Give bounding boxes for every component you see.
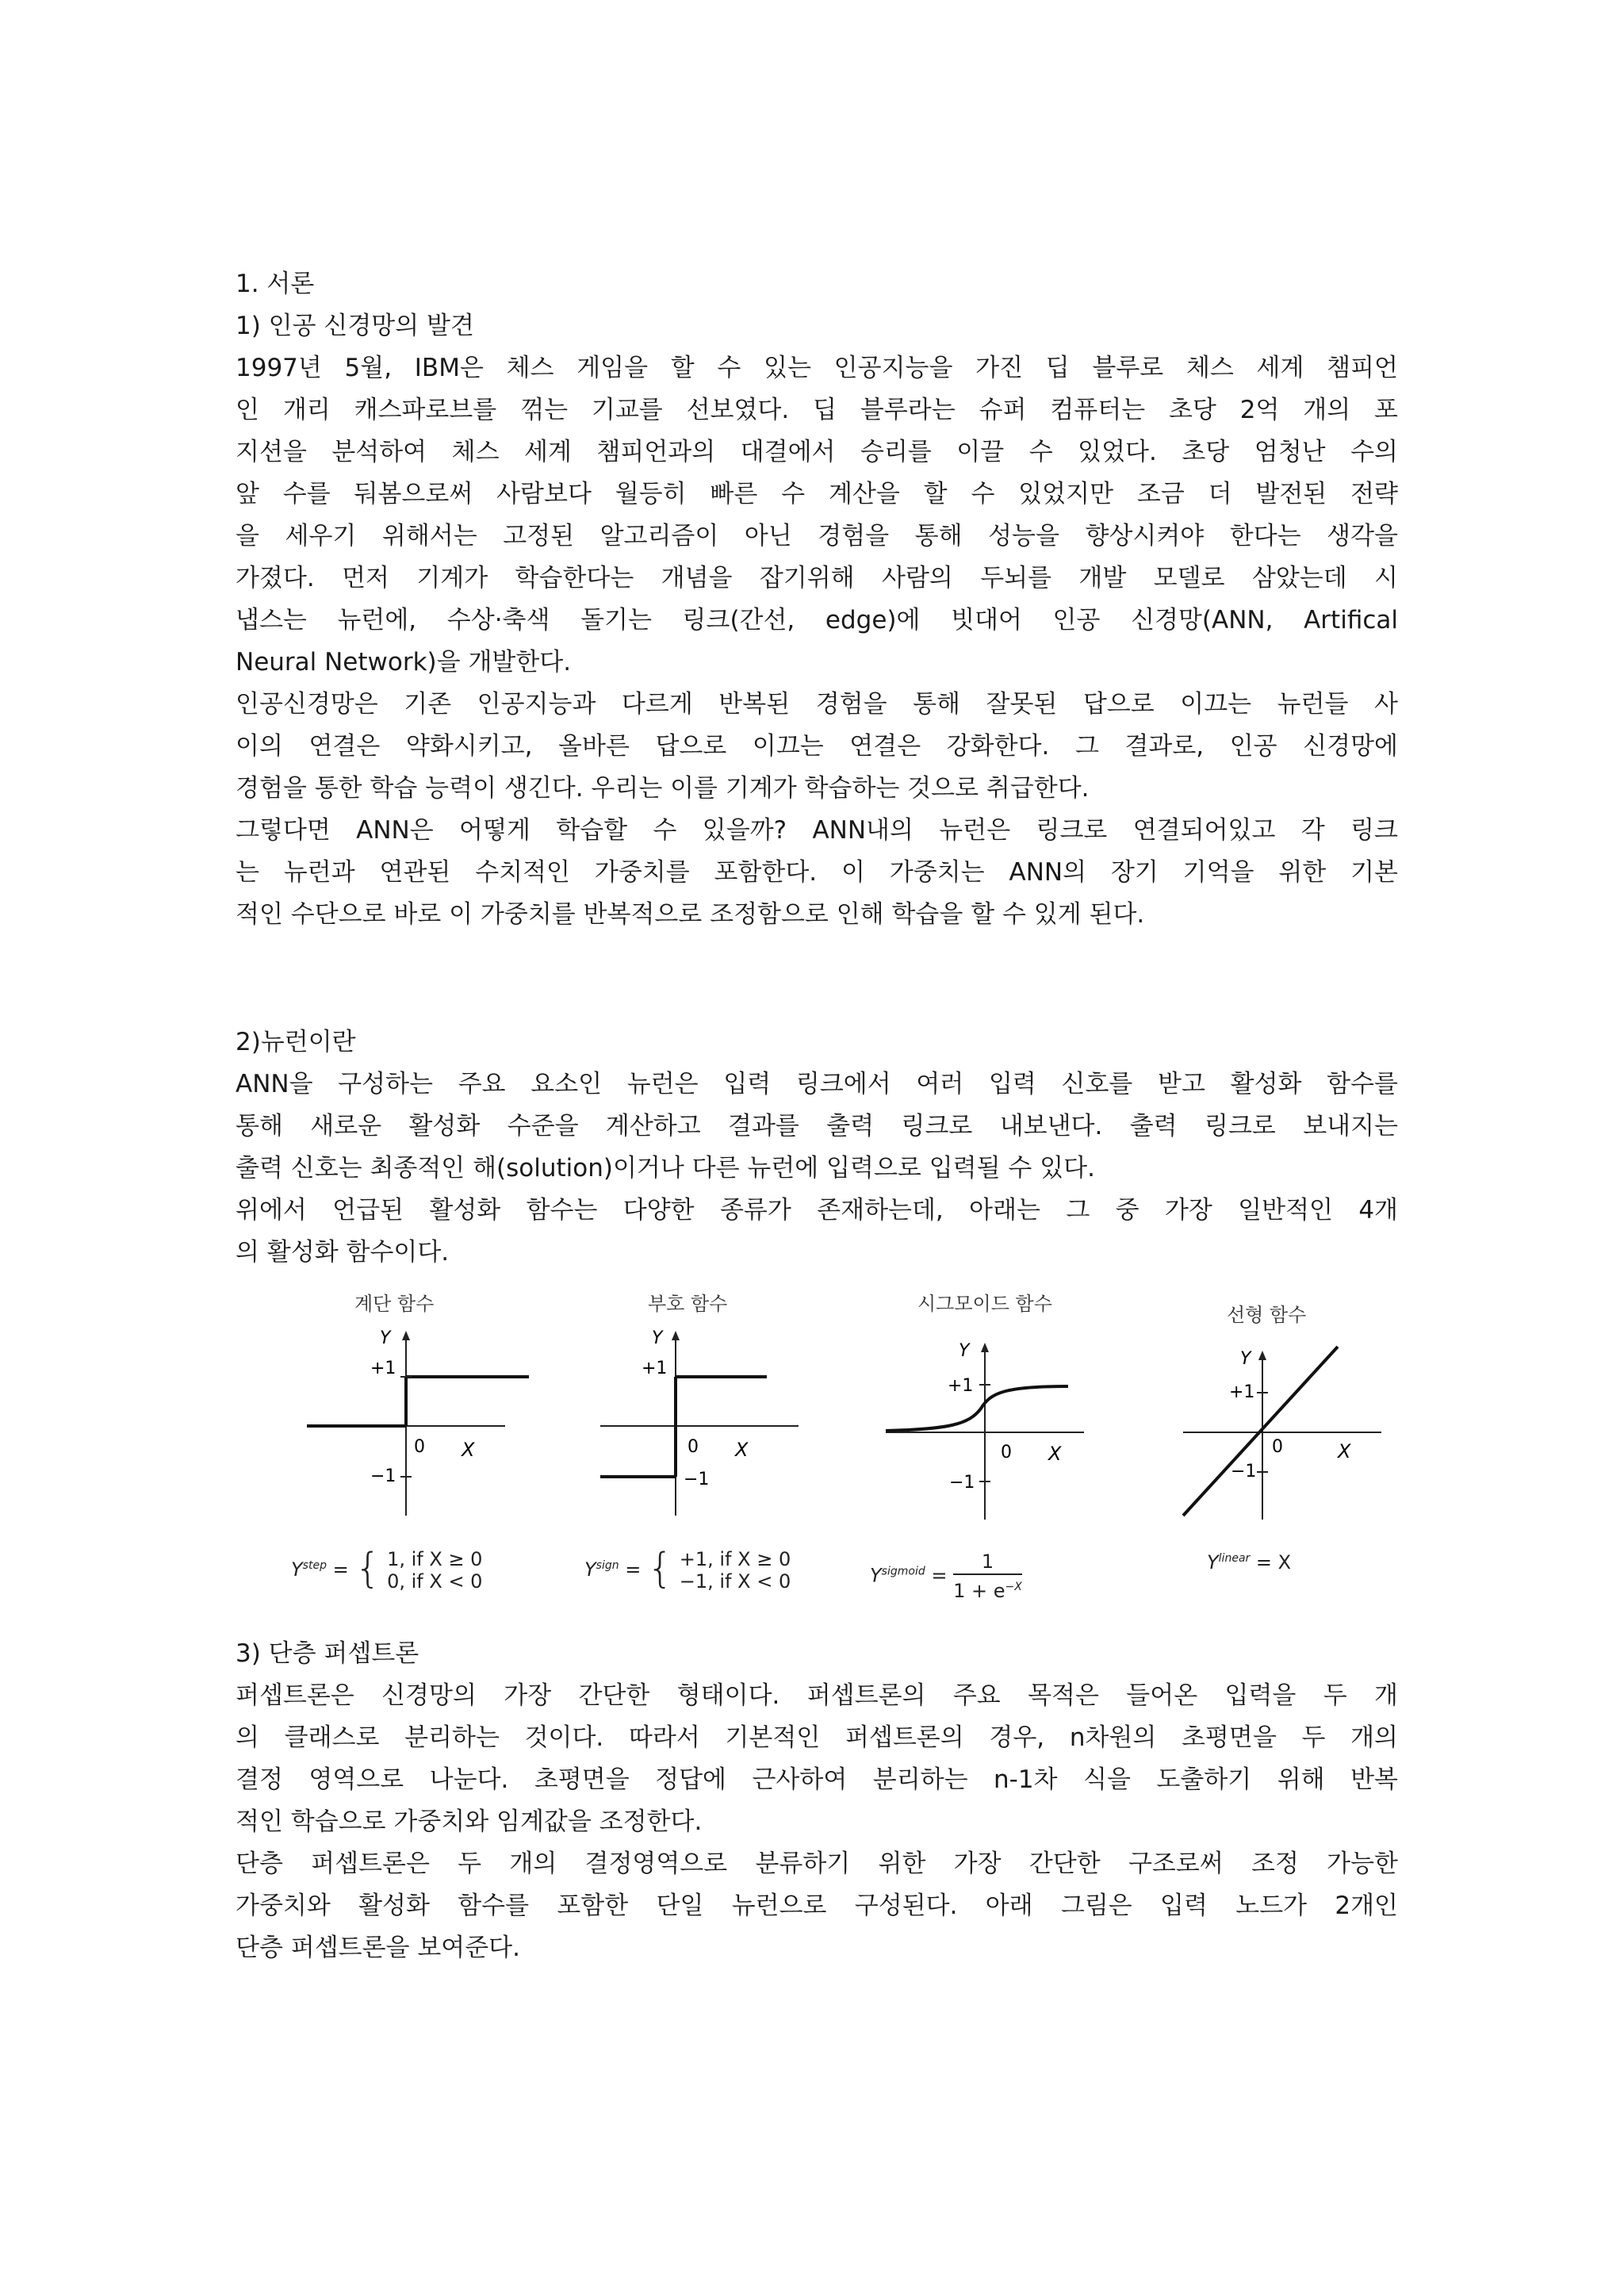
section-gap (236, 936, 1398, 1022)
x-axis-label: X (1048, 1443, 1062, 1465)
text-line: 앞 수를 둬봄으로써 사람보다 월등히 빠른 수 계산을 할 수 있었지만 조금 더 발전된 전략 (236, 480, 1398, 508)
origin-label: 0 (1272, 1437, 1283, 1457)
text-line: 인 개리 캐스파로브를 꺾는 기교를 선보였다. 딥 블루라는 슈퍼 컴퓨터는 초당 2억 개의 포 (236, 396, 1398, 424)
document-page (236, 263, 1398, 1969)
plus-one-label: +1 (370, 1359, 396, 1378)
text-line: 출력 신호는 최종적인 해(solution)이거나 다른 뉴런에 입력으로 입력될 수 있다. (236, 1154, 1095, 1182)
x-axis-label: X (1338, 1440, 1351, 1462)
text-line: 지션을 분석하여 체스 세계 챔피언과의 대결에서 승리를 이끌 수 있었다. 초당 엄청난 수의 (236, 438, 1398, 466)
y-axis-label: Y (959, 1341, 970, 1361)
subsection-title: 1) 인공 신경망의 발견 (236, 312, 474, 340)
sigmoid-function-panel (870, 1282, 1160, 1610)
y-axis-label: Y (380, 1328, 391, 1348)
panel-title: 선형 함수 (1227, 1304, 1307, 1326)
text-line: 적인 학습으로 가중치와 임계값을 조정한다. (236, 1807, 703, 1836)
plus-one-label: +1 (1229, 1382, 1255, 1402)
paragraph (236, 684, 1398, 810)
y-axis-label: Y (652, 1328, 663, 1348)
step-formula: $Y^{step}$ = { 1, if X ≥ 0 0, if X < 0 (291, 1545, 483, 1593)
paragraph (236, 810, 1398, 936)
sign-formula: $Y^{sign}$ = { +1, if X ≥ 0 −1, if X < 0 (584, 1545, 791, 1593)
text-line: 적인 수단으로 바로 이 가중치를 반복적으로 조정함으로 인해 학습을 할 수 있게 된다. (236, 900, 1145, 929)
text-line: ANN을 구성하는 주요 요소인 뉴런은 입력 링크에서 여러 입력 신호를 받고 활성화 함수를 (236, 1070, 1398, 1098)
plus-one-label: +1 (642, 1359, 668, 1378)
y-axis-arrow (402, 1331, 410, 1340)
paragraph (236, 1843, 1398, 1969)
subsection-title: 3) 단층 퍼셉트론 (236, 1639, 419, 1668)
text-line: 퍼셉트론은 신경망의 가장 간단한 형태이다. 퍼셉트론의 주요 목적은 들어온 입력을 두 개 (236, 1681, 1398, 1710)
sign-function-panel (584, 1282, 875, 1610)
y-axis-label: Y (1240, 1349, 1251, 1369)
origin-label: 0 (414, 1437, 425, 1457)
panel-title: 계단 함수 (354, 1293, 435, 1315)
y-axis-arrow (981, 1343, 989, 1352)
y-axis-arrow (1258, 1351, 1266, 1360)
x-axis-label: X (735, 1439, 749, 1461)
text-line: Neural Network)을 개발한다. (236, 648, 572, 677)
panel-title: 시그모이드 함수 (917, 1293, 1052, 1315)
y-axis-arrow (672, 1331, 680, 1340)
text-line: 1997년 5월, IBM은 체스 게임을 할 수 있는 인공지능을 가진 딥 블루로 체스 세계 챔피언 (236, 354, 1398, 382)
text-line: 통해 새로운 활성화 수준을 계산하고 결과를 출력 링크로 내보낸다. 출력 링크로 보내지는 (236, 1112, 1398, 1140)
origin-label: 0 (688, 1437, 699, 1457)
minus-one-label: −1 (949, 1473, 975, 1493)
text-line: 경험을 통한 학습 능력이 생긴다. 우리는 이를 기계가 학습하는 것으로 취급한다. (236, 774, 1090, 803)
activation-functions-figure (236, 1282, 1398, 1610)
text-line: 결정 영역으로 나눈다. 초평면을 정답에 근사하여 분리하는 n-1차 식을 도출하기 위해 반복 (236, 1765, 1398, 1794)
text-line: 냅스는 뉴런에, 수상·축색 돌기는 링크(간선, edge)에 빗대어 인공 신경망(ANN, Artifical (236, 606, 1398, 634)
sigmoid-formula: $Y^{sigmoid}$ = $\frac{1}{1 + e^{-X}}$ (870, 1550, 1022, 1602)
text-line: 는 뉴런과 연관된 수치적인 가중치를 포함한다. 이 가중치는 ANN의 장기 기억을 위한 기본 (236, 858, 1398, 887)
text-line: 그렇다면 ANN은 어떻게 학습할 수 있을까? ANN내의 뉴런은 링크로 연결되어있고 각 링크 (236, 816, 1398, 845)
paragraph (236, 1675, 1398, 1843)
origin-label: 0 (1001, 1443, 1012, 1462)
text-line: 의 클래스로 분리하는 것이다. 따라서 기본적인 퍼셉트론의 경우, n차원의 초평면을 두 개의 (236, 1723, 1398, 1752)
brace: { (647, 1545, 674, 1593)
brace: { (354, 1545, 381, 1593)
linear-function-panel (1167, 1282, 1457, 1610)
section-title: 1. 서론 (236, 270, 315, 298)
minus-one-label: −1 (1231, 1462, 1257, 1481)
plus-one-label: +1 (948, 1376, 974, 1396)
minus-one-label: −1 (684, 1470, 710, 1489)
text-line: 의 활성화 함수이다. (236, 1238, 450, 1267)
text-line: 가졌다. 먼저 기계가 학습한다는 개념을 잡기위해 사람의 두뇌를 개발 모델로 삼았는데 시 (236, 564, 1398, 592)
text-line: 인공신경망은 기존 인공지능과 다르게 반복된 경험을 통해 잘못된 답으로 이끄는 뉴런들 사 (236, 690, 1398, 719)
paragraph (236, 1190, 1398, 1274)
step-function-panel (291, 1282, 581, 1610)
text-line: 이의 연결은 약화시키고, 올바른 답으로 이끄는 연결은 강화한다. 그 결과로, 인공 신경망에 (236, 732, 1398, 761)
linear-formula: $Y^{linear} = X$ (1207, 1551, 1292, 1573)
text-line: 을 세우기 위해서는 고정된 알고리즘이 아닌 경험을 통해 성능을 향상시켜야 한다는 생각을 (236, 522, 1398, 550)
paragraph (236, 347, 1398, 684)
minus-one-label: −1 (370, 1466, 396, 1486)
sigmoid-curve (886, 1386, 1068, 1431)
text-line: 위에서 언급된 활성화 함수는 다양한 종류가 존재하는데, 아래는 그 중 가장 일반적인 4개 (236, 1196, 1398, 1225)
panel-title: 부호 함수 (648, 1293, 728, 1315)
linear-line (1183, 1347, 1338, 1516)
x-axis-label: X (462, 1439, 475, 1461)
text-line: 가중치와 활성화 함수를 포함한 단일 뉴런으로 구성된다. 아래 그림은 입력 노드가 2개인 (236, 1892, 1398, 1920)
paragraph (236, 1064, 1398, 1190)
text-line: 단층 퍼셉트론은 두 개의 결정영역으로 분류하기 위한 가장 간단한 구조로써 조정 가능한 (236, 1849, 1398, 1878)
subsection-title: 2)뉴런이란 (236, 1028, 356, 1056)
text-line: 단층 퍼셉트론을 보여준다. (236, 1934, 520, 1962)
